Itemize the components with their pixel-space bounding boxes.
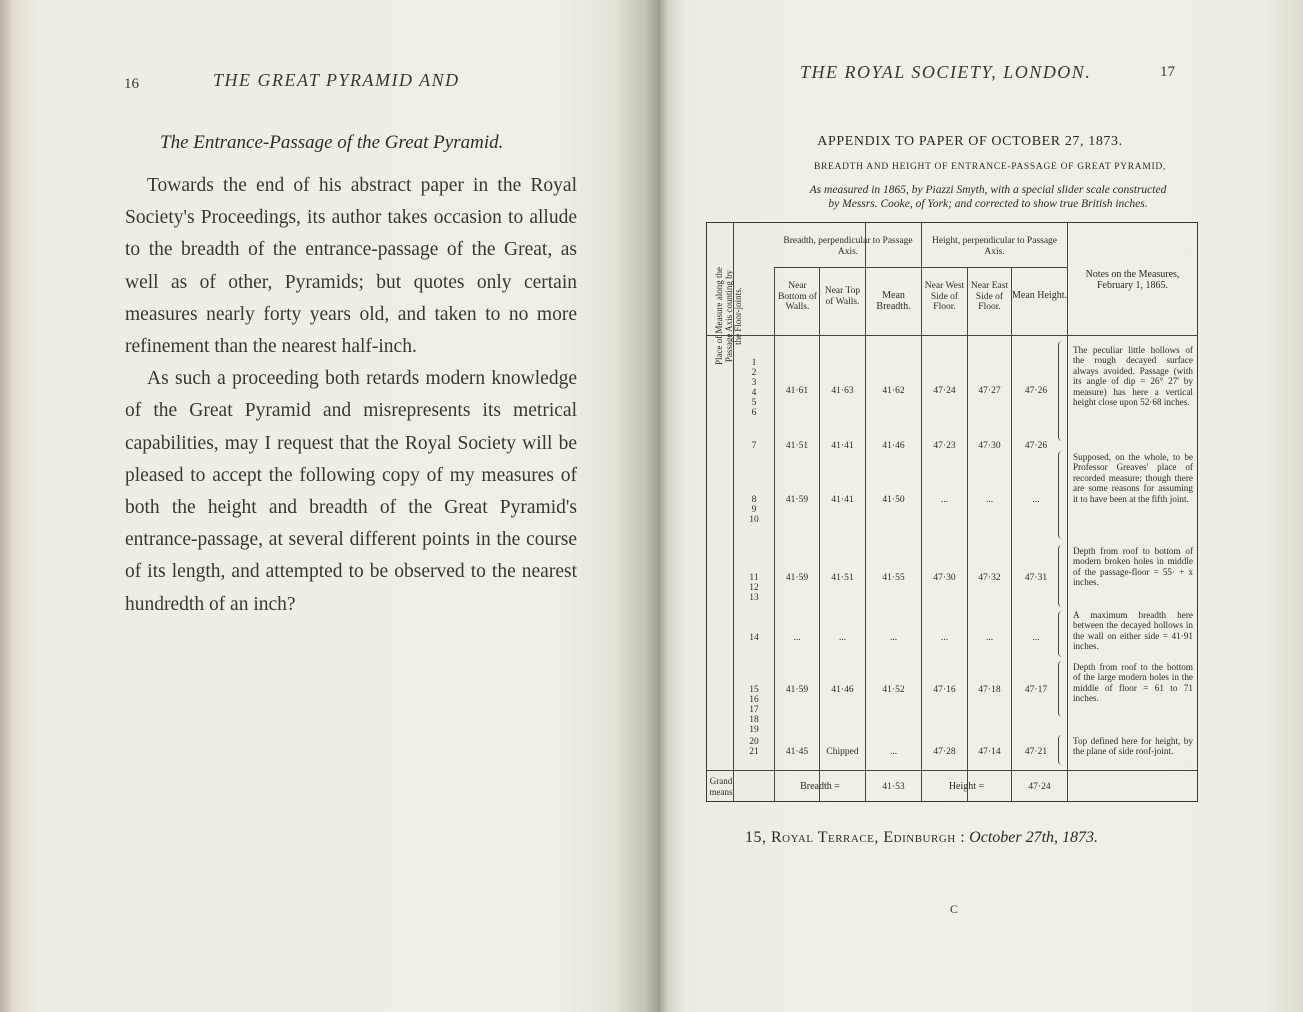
cell-r6-east: 47·18 [978,685,1001,695]
cell-r3-mean-b: 41·50 [882,495,905,505]
cell-r1-mean-b: 41·62 [882,386,905,396]
cell-r2-mean-h: 47·26 [1024,441,1048,451]
sub-header-bottom: Near Bottom of Walls. [778,281,817,312]
cell-r4-bottom: 41·59 [785,573,809,583]
joints-row-3: 8 9 10 [749,495,759,525]
cell-r4-east: 47·32 [978,573,1001,583]
cell-r7-mean-b: ... [889,747,898,757]
note-4: A maximum breadth here between the decayed hollows in the wall on either side = 41·91 inches. [1073,610,1193,652]
cell-r3-mean-h: ... [1032,495,1040,505]
grand-breadth-label: Breadth = [800,781,840,792]
cell-r6-mean-b: 41·52 [882,685,905,695]
cell-r1-west: 47·24 [933,386,956,396]
note-6: Top defined here for height, by the plane of side roof-joint. [1073,736,1193,757]
appendix-note [724,183,1252,211]
cell-r5-top: ... [838,633,847,643]
breadth-group-header: Breadth, perpendicular to Passage Axis. [783,236,913,257]
running-head-right: THE ROYAL SOCIETY, LONDON. [800,62,1092,82]
page-number-left: 16 [124,76,139,92]
cell-r4-top: 41·51 [831,573,854,583]
cell-r6-mean-h: 47·17 [1024,685,1048,695]
cell-r6-bottom: 41·59 [785,685,809,695]
cell-r3-east: ... [985,495,994,505]
note-5: Depth from roof to the bottom of the large modern holes in the middle of floor = 61 to 71 inches. [1073,662,1193,704]
joints-row-7: 20 21 [749,737,759,757]
cell-r7-top: Chipped [826,747,859,757]
cell-r3-top: 41·41 [831,495,854,505]
appendix-note-line-2: by Messrs. Cooke, of York; and corrected to show true British inches. [828,198,1148,210]
joints-row-2: 7 [751,441,757,451]
cell-r7-bottom: 41·45 [785,747,809,757]
sub-header-top: Near Top of Walls. [824,286,861,307]
page-number-right: 17 [1160,64,1175,80]
grand-breadth-value: 41·53 [882,782,905,792]
height-group-header: Height, perpendicular to Passage Axis. [931,236,1058,257]
cell-r1-mean-h: 47·26 [1024,386,1048,396]
cell-r5-bottom: ... [793,633,801,643]
cell-r6-west: 47·16 [933,685,956,695]
note-3: Depth from roof to bottom of modern broken holes in middle of the passage-floor = 55· + x inches. [1073,546,1193,588]
note-1: The peculiar little hollows of the rough decayed surface always avoided. Passage (with its angle of dip = 26° 27' by measure) has here a vertical height close upon 52·68 inches. [1073,345,1193,408]
right-page [660,0,1303,1012]
appendix-subtitle: BREADTH AND HEIGHT OF ENTRANCE-PASSAGE OF GREAT PYRAMID, [813,162,1167,172]
sub-header-east: Near East Side of Floor. [970,281,1009,312]
section-title: The Entrance-Passage of the Great Pyramid. [160,132,504,153]
note-2: Supposed, on the whole, to be Professor Greaves' place of recorded measure; though there are some reasons for assuming it to have been at the fifth joint. [1073,452,1193,504]
running-head-left: THE GREAT PYRAMID AND [213,70,460,90]
cell-r5-east: ... [985,633,994,643]
cell-r7-west: 47·28 [933,747,956,757]
cell-r1-bottom: 41·61 [785,386,809,396]
cell-r2-west: 47·23 [933,441,956,451]
cell-r7-mean-h: 47·21 [1024,747,1048,757]
cell-r5-mean-b: ... [889,633,898,643]
paragraph-1: Towards the end of his abstract paper in the Royal Society's Proceedings, its author takes occasion to allude to the breadth of the entrance-passage of the Great, as well as of other, Pyramids; but quotes only certain measures nearly forty years old, and taken to no more refinement than the nearest half-inch. [125,175,577,358]
body-text [125,170,577,621]
measurement-table: Place of Measure along the Passage Axis counting by the Floor-joints. Breadth, perpendicular to Passage Axis. Height, perpendicular to Passage Axis. Notes on the Measures, February 1, 1865. Near Bottom of Walls. Near Top of Walls. Mean Breadth. Near West Side of Floor. Near East Side of Floor. Mean Height. 1 2 3 4 5 6 41·61 41·63 41·62 47·24 47·27 47·26 7 41·51 41·41 41·46 47·23 47·30 47·26 8 9 10 41·59 41·41 41·50 ... ... ... 11 12 13 41·59 41·51 41·55 47·30 47·32 47·31 14 ... ... ... ... ... ... 15 16 17 18 19 41·59 41·46 41·52 47·16 47·18 47·17 20 21 41·45 Chipped ... 47·28 47·14 47·21 The peculiar little hollows of the rough decayed surface always avoided. Passage (with its angle of dip = 26° 27' by measure) has here a vertical height close upon 52·68 inches. Supposed, on the whole, to be Professor Greaves' place of recorded measure; though there are some reasons for assuming it to have been at the fifth joint. Depth from roof to bottom of modern broken holes in middle of the passage-floor = 55· + x inches. A maximum breadth here between the decayed hollows in the wall on either side = 41·91 inches. Depth from roof to the bottom of the large modern holes in the middle of floor = 61 to 71 inches. Top defined here for height, by the plane of side roof-joint. Grand means Breadth = 41·53 Height = 47·24 [706,222,1198,802]
cell-r2-top: 41·41 [831,441,854,451]
sub-header-mean-breadth: Mean Breadth. [876,290,911,312]
sub-header-west: Near West Side of Floor. [924,281,965,312]
cell-r6-top: 41·46 [831,685,854,695]
cell-r1-east: 47·27 [978,386,1001,396]
cell-r4-mean-h: 47·31 [1024,573,1048,583]
cell-r2-bottom: 41·51 [785,441,809,451]
sub-header-mean-height: Mean Height. [1012,290,1067,301]
signature-address: 15, Royal Terrace, Edinburgh : [745,829,966,846]
joints-row-6: 15 16 17 18 19 [749,685,759,735]
appendix-title: APPENDIX TO PAPER OF OCTOBER 27, 1873. [817,134,1123,149]
cell-r1-top: 41·63 [831,386,854,396]
cell-r2-east: 47·30 [978,441,1001,451]
cell-r3-bottom: 41·59 [785,495,809,505]
cell-r4-mean-b: 41·55 [882,573,905,583]
signature-date: October 27th, 1873. [969,829,1099,846]
cell-r5-mean-h: ... [1032,633,1040,643]
joints-row-4: 11 12 13 [749,573,759,603]
joints-row-5: 14 [749,633,759,643]
notes-header: Notes on the Measures, February 1, 1865. [1085,269,1180,291]
appendix-note-line-1: As measured in 1865, by Piazzi Smyth, with a special slider scale constructed [809,184,1167,196]
paragraph-2: As such a proceeding both retards modern knowledge of the Great Pyramid and misrepresents its metrical capabilities, may I request that the Royal Society will be pleased to accept the following copy of my measures of both the height and breadth of the Great Pyramid's entrance-passage, at several different points in the course of its length, and attempted to be observed to the nearest hundredth of an inch? [125,368,577,615]
cell-r7-east: 47·14 [978,747,1001,757]
cell-r5-west: ... [940,633,949,643]
grand-height-label: Height = [948,781,985,792]
joints-row-1: 1 2 3 4 5 6 [751,358,757,418]
cell-r4-west: 47·30 [933,573,956,583]
grand-means-label: Grand means [709,776,733,797]
cell-r2-mean-b: 41·46 [882,441,905,451]
cell-r3-west: ... [940,495,949,505]
signature-line [745,829,1098,847]
grand-height-value: 47·24 [1028,782,1051,792]
signature-mark: C [950,902,959,916]
